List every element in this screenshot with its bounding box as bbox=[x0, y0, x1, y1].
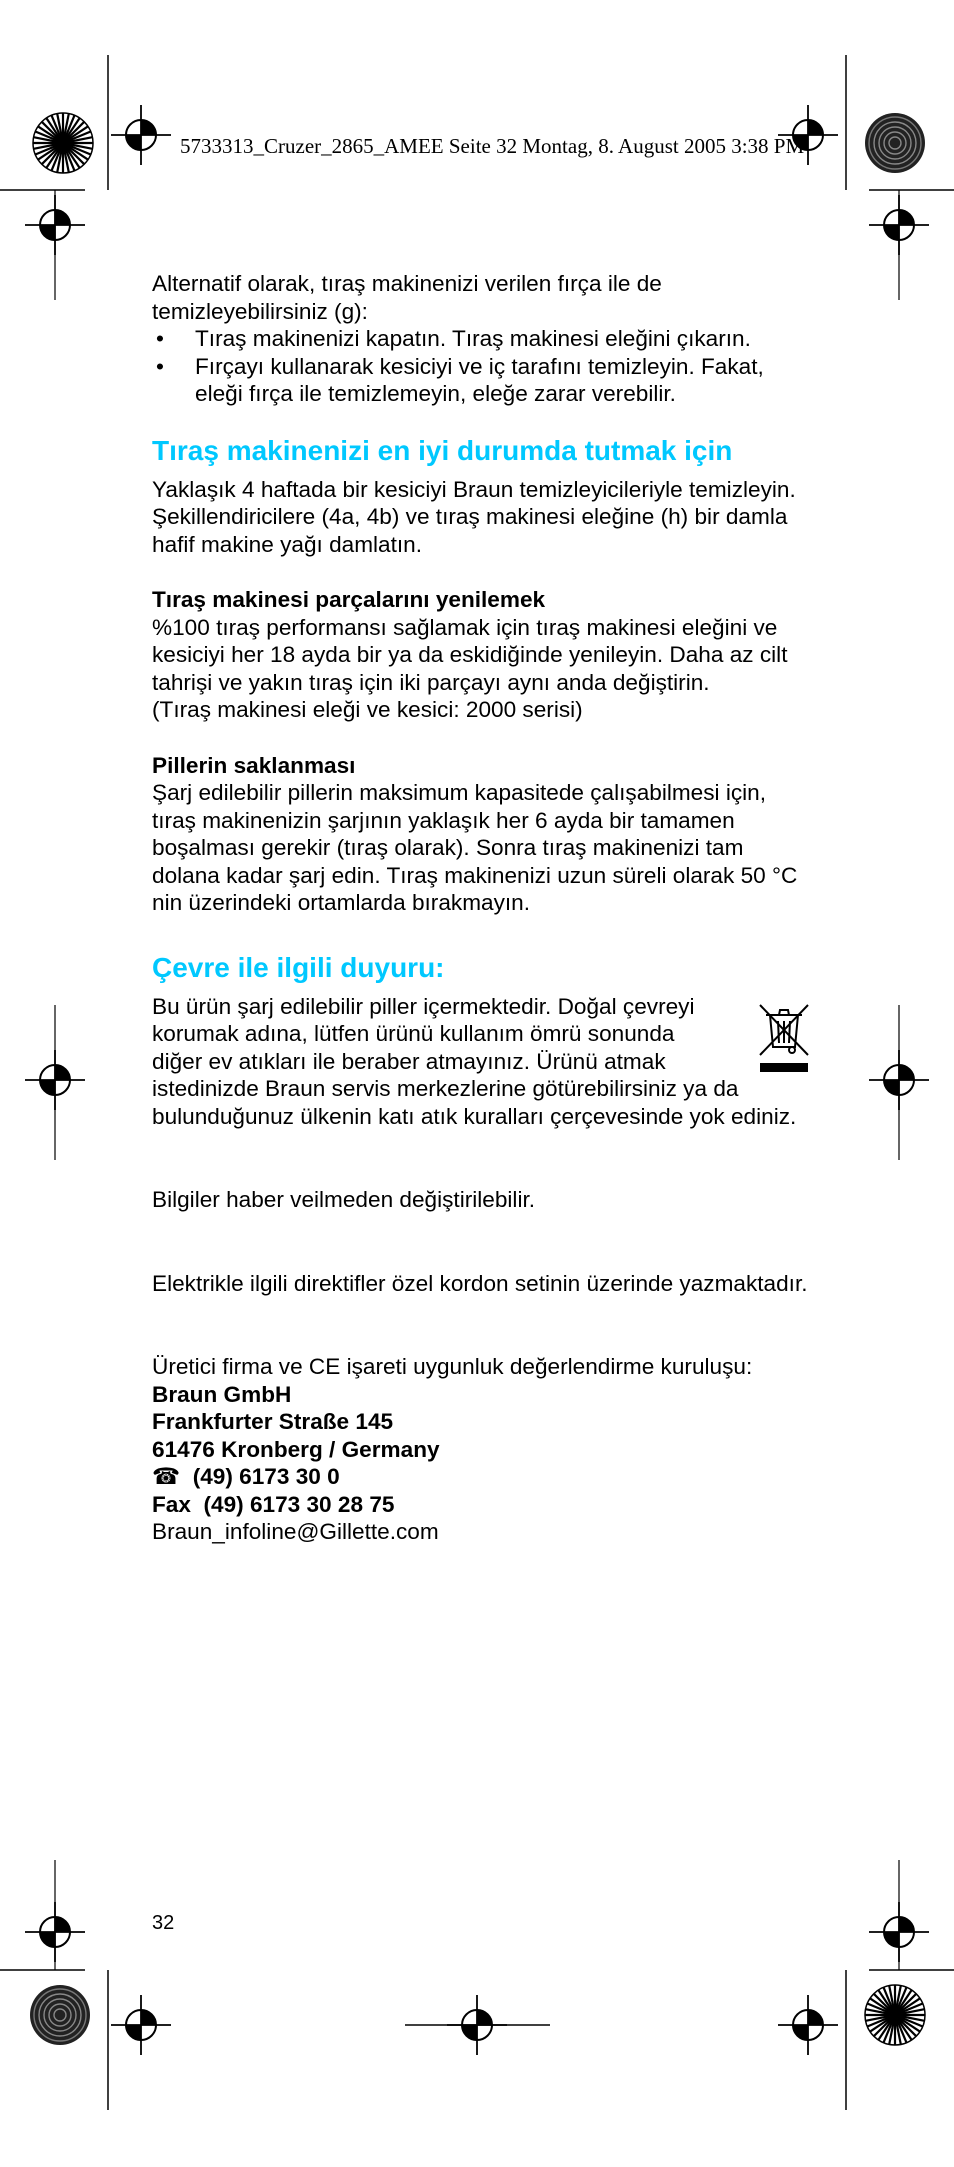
city-address: 61476 Kronberg / Germany bbox=[152, 1436, 440, 1462]
page-content bbox=[152, 270, 812, 1546]
fax-number: (49) 6173 30 28 75 bbox=[203, 1491, 395, 1517]
page-number: 32 bbox=[152, 1912, 175, 1934]
change-notice: Bilgiler haber veilmeden değiştirilebilir. bbox=[152, 1187, 536, 1212]
brush-cleaning-steps bbox=[152, 325, 812, 408]
phone-line bbox=[152, 1463, 812, 1491]
manufacturer-intro: Üretici firma ve CE işareti uygunluk değerlendirme kuruluşu: bbox=[152, 1354, 753, 1379]
phone-number: (49) 6173 30 0 bbox=[192, 1464, 340, 1489]
list-item-text: Fırçayı kullanarak kesiciyi ve iç tarafını temizleyin. Fakat, eleği fırça ile temizlemeyin, eleğe zarar verebilir. bbox=[195, 353, 764, 406]
email-address: Braun_infoline@Gillette.com bbox=[152, 1519, 439, 1544]
care-paragraph: Yaklaşık 4 haftada bir kesiciyi Braun temizleyicileriyle temizleyin. Şekillendiricilere (4a, 4b) ve tıraş makinesi eleğine (h) bir damla hafif makine yağı damlatın. bbox=[152, 476, 796, 557]
company-name: Braun GmbH bbox=[152, 1381, 292, 1407]
bullet-icon: • bbox=[156, 353, 164, 379]
environment-line-1: Bu ürün şarj edilebilir piller içermektedir. Doğal çevreyi bbox=[152, 993, 695, 1019]
phone-icon: ☎ bbox=[152, 1464, 181, 1489]
electrical-notice: Elektrikle ilgili direktifler özel kordon setinin üzerinde yazmaktadır. bbox=[152, 1270, 808, 1296]
parts-paragraph: %100 tıraş performansı sağlamak için tıraş makinesi eleğini ve kesiciyi her 18 ayda bir ya da eskidiğinde yenileyin. Daha az cilt tahrişi ve yakın tıraş için iki parçayı aynı anda değiştirin. bbox=[152, 614, 788, 695]
environment-line-2: korumak adına, lütfen ürünü kullanım ömrü sonunda bbox=[152, 1021, 675, 1046]
environment-line-3: diğer ev atıkları ile beraber atmayınız. Ürünü atmak bbox=[152, 1048, 666, 1074]
brush-cleaning-intro: Alternatif olarak, tıraş makinenizi verilen fırça ile de temizleyebilirsiniz (g): bbox=[152, 271, 662, 324]
manufacturer-block bbox=[152, 1353, 812, 1546]
fax-label: Fax bbox=[152, 1491, 191, 1517]
battery-paragraph: Şarj edilebilir pillerin maksimum kapasitede çalışabilmesi için, tıraş makinenizin şarjının yaklaşık her 6 ayda bir tamamen boşalması gerekir (tıraş olarak). Sonra tıraş makinenizi tam dolana kadar şarj edin. Tıraş makinenizi uzun süreli olarak 50 °C nin üzerindeki ortamlarda bırakmayın. bbox=[152, 780, 798, 915]
parts-note: (Tıraş makinesi eleği ve kesici: 2000 serisi) bbox=[152, 697, 583, 722]
environment-paragraph: istedinizde Braun servis merkezlerine götürebilirsiniz ya da bulunduğunuz ülkenin katı atık kuralları çerçevesinde yok ediniz. bbox=[152, 1076, 797, 1129]
section-heading-care: Tıraş makinenizi en iyi durumda tutmak için bbox=[152, 434, 733, 466]
bullet-icon: • bbox=[156, 326, 164, 351]
street-address: Frankfurter Straße 145 bbox=[152, 1409, 394, 1434]
parts-subheading: Tıraş makinesi parçalarını yenilemek bbox=[152, 587, 546, 612]
section-heading-environment: Çevre ile ilgili duyuru: bbox=[152, 951, 445, 983]
crossed-out-wheelie-bin-icon bbox=[756, 1001, 812, 1073]
list-item bbox=[152, 353, 812, 408]
list-item bbox=[152, 325, 812, 353]
fax-line bbox=[152, 1491, 812, 1519]
brush-cleaning-block bbox=[152, 270, 812, 408]
environment-notice bbox=[152, 993, 812, 1131]
battery-subheading: Pillerin saklanması bbox=[152, 752, 356, 778]
print-slug-line: 5733313_Cruzer_2865_AMEE Seite 32 Montag, 8. August 2005 3:38 PM bbox=[180, 134, 805, 158]
list-item-text: Tıraş makinenizi kapatın. Tıraş makinesi eleğini çıkarın. bbox=[195, 326, 751, 351]
